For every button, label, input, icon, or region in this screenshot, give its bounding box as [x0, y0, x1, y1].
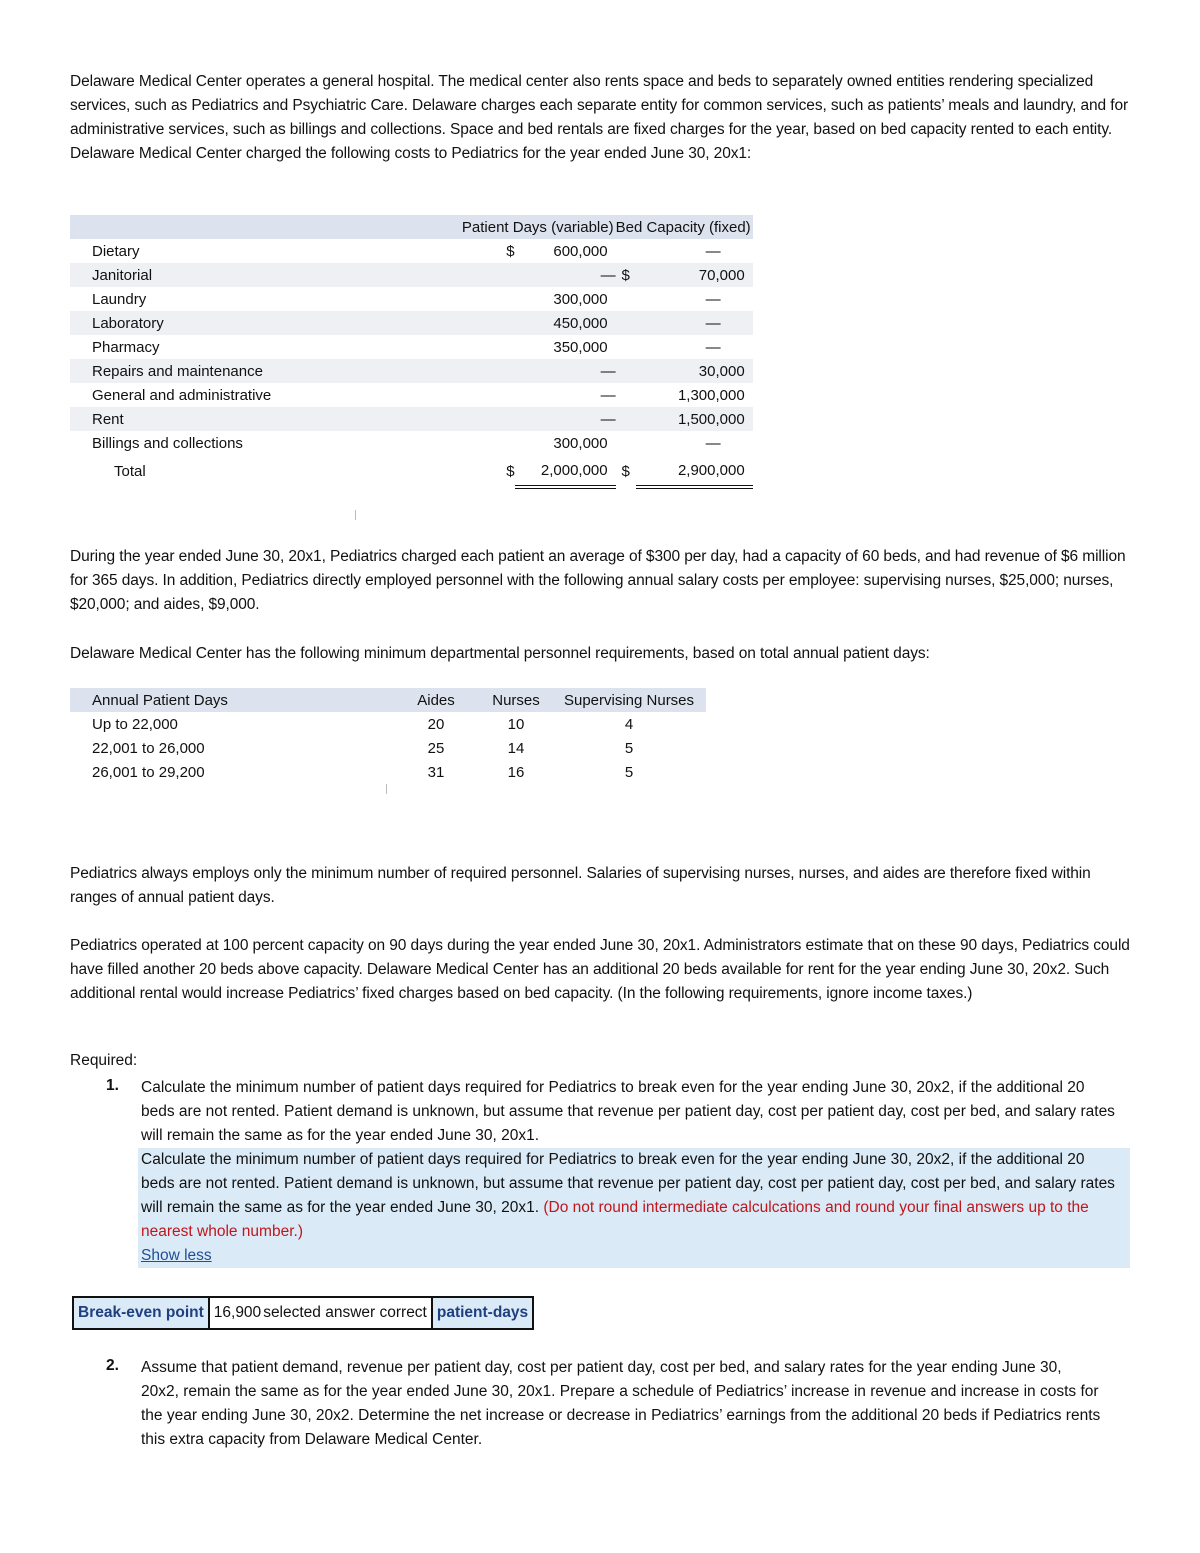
cost-row — [70, 239, 753, 263]
cost-variable: 300,000 — [553, 434, 608, 452]
header-nurses: Nurses — [480, 688, 552, 712]
cost-sym1 — [271, 359, 514, 383]
cost-sym1 — [271, 431, 514, 455]
cost-sym2 — [616, 311, 636, 335]
cost-fixed: — — [705, 338, 721, 356]
header-patient-days: Patient Days (variable) — [271, 215, 615, 239]
cost-variable: 600,000 — [553, 242, 608, 260]
cost-row — [70, 383, 753, 407]
cost-label: Pharmacy — [92, 338, 160, 356]
item-2-text: Assume that patient demand, revenue per patient day, cost per patient day, cost per bed, and salary rates for the year ending June 30, 20x2, remain the same as for the year ended June 30, 20x1. Prepare a schedule of Pediatrics’ increase in revenue and increase in costs for the year ending June 30, 20x2. Determine the net increase or decrease in Pediatrics’ earnings from the additional 20 beds if Pediatrics rents this extra capacity from Delaware Medical Center. — [141, 1359, 1101, 1448]
cost-label: Repairs and maintenance — [70, 359, 271, 383]
supervising-cell: 5 — [624, 739, 634, 757]
cost-row — [70, 431, 753, 455]
cost-table — [70, 215, 753, 489]
cost-sym1 — [271, 263, 514, 287]
item-1-expanded — [141, 1148, 1121, 1268]
cost-label: Janitorial — [70, 263, 271, 287]
cost-total-row — [70, 455, 753, 487]
cost-row — [70, 335, 753, 359]
cost-sym1 — [271, 383, 514, 407]
item-1-text: Calculate the minimum number of patient days required for Pediatrics to break even for the year ending June 30, 20x2, if the additional 20 beds are not rented. Patient demand is unknown, but assume that revenue per patient day, cost per patient day, cost per bed, and salary rates will remain the same as for the year ended June 30, 20x1. — [141, 1079, 1115, 1144]
cost-label: Dietary — [92, 242, 140, 260]
cost-sym2 — [616, 335, 636, 359]
item-1-number: 1. — [106, 1077, 119, 1094]
rounding-instruction: (Do not round intermediate calculcations and round your final answers up to the nearest whole number.) — [141, 1199, 1089, 1240]
required-title: Required: — [70, 1052, 138, 1069]
nurses-cell: 10 — [507, 715, 525, 733]
cost-label: Rent — [70, 407, 271, 431]
cost-variable: — — [515, 359, 616, 383]
total-fixed: 2,900,000 — [636, 455, 753, 487]
answer-row — [72, 1296, 532, 1330]
item-1-repeat-text: Calculate the minimum number of patient days required for Pediatrics to break even for the year ending June 30, 20x2, if the additional 20 beds are not rented. Patient demand is unknown, but assume that revenue per patient day, cost per patient day, cost per bed, and salary rates will remain the same as for the year ended June 30, 20x1. — [141, 1151, 1115, 1216]
cost-row — [70, 311, 753, 335]
personnel-table-header — [70, 688, 706, 712]
cost-sym2 — [616, 239, 636, 263]
break-even-answer-field[interactable] — [208, 1296, 433, 1330]
cost-sym1 — [271, 335, 514, 359]
range-cell: 26,001 to 29,200 — [92, 763, 205, 781]
range-cell: 22,001 to 26,000 — [92, 739, 205, 757]
personnel-row — [70, 760, 706, 784]
header-supervising-nurses: Supervising Nurses — [552, 688, 706, 712]
cost-fixed: — — [705, 290, 721, 308]
cost-label: Billings and collections — [92, 434, 243, 452]
cost-sym2 — [616, 287, 636, 311]
supervising-cell: 5 — [624, 763, 634, 781]
cost-row — [70, 287, 753, 311]
cost-row — [70, 359, 753, 383]
range-cell: Up to 22,000 — [92, 715, 178, 733]
paragraph-minimum-personnel: Pediatrics always employs only the minimum number of required personnel. Salaries of supervising nurses, nurses, and aides are therefore fixed within ranges of annual patient days. — [70, 865, 1091, 906]
cost-fixed: — — [705, 434, 721, 452]
cost-fixed: 30,000 — [636, 359, 753, 383]
cost-label: Laboratory — [70, 311, 271, 335]
cost-variable: 450,000 — [515, 311, 616, 335]
cost-fixed: 70,000 — [636, 263, 753, 287]
cost-sym2 — [616, 407, 636, 431]
total-sym2: $ — [621, 462, 630, 480]
cost-variable: 350,000 — [553, 338, 608, 356]
personnel-table — [70, 688, 706, 784]
cost-sym2: $ — [616, 263, 636, 287]
intro-paragraph: Delaware Medical Center operates a general hospital. The medical center also rents space and beds to separately owned entities rendering specialized services, such as Pediatrics and Psychiatric Care. Delaware charges each separate entity for common services, such as patients’ meals and laundry, and for administrative services, such as billings and collections. Space and bed rentals are fixed charges for the year, based on bed capacity rented to each entity. Delaware Medical Center charged the following costs to Pediatrics for the year ended June 30, 20x1: — [70, 73, 1129, 162]
cost-sym1 — [271, 311, 514, 335]
table-marker — [355, 510, 356, 520]
nurses-cell: 14 — [507, 739, 525, 757]
total-sym1: $ — [506, 462, 515, 480]
cost-label: General and administrative — [92, 386, 272, 404]
cost-sym2 — [616, 383, 636, 407]
paragraph-personnel-requirements: Delaware Medical Center has the following minimum departmental personnel requirements, based on total annual patient days: — [70, 645, 930, 662]
cost-sym2 — [616, 359, 636, 383]
table-marker — [386, 784, 387, 794]
cost-variable: — — [515, 263, 616, 287]
total-variable: 2,000,000 — [515, 455, 616, 487]
header-bed-capacity: Bed Capacity (fixed) — [616, 215, 753, 239]
cost-fixed: 1,300,000 — [677, 386, 745, 404]
nurses-cell: 16 — [507, 763, 525, 781]
answer-status: selected answer correct — [263, 1304, 427, 1321]
cost-sym1: $ — [506, 242, 515, 260]
cost-label: Laundry — [92, 290, 147, 308]
personnel-row — [70, 736, 706, 760]
paragraph-capacity: Pediatrics operated at 100 percent capacity on 90 days during the year ended June 30, 20x1. Administrators estimate that on these 90 days, Pediatrics could have filled another 20 beds above capacity. Delaware Medical Center has an additional 20 beds available for rent for the year ending June 30, 20x2. Such additional rental would increase Pediatrics’ fixed charges based on bed capacity. (In the following requirements, ignore income taxes.) — [70, 937, 1130, 1002]
cost-sym1 — [271, 287, 514, 311]
unit-label: patient-days — [431, 1296, 534, 1330]
cost-variable: 300,000 — [553, 290, 608, 308]
cost-variable: — — [600, 386, 616, 404]
supervising-cell: 4 — [624, 715, 634, 733]
cost-table-header — [70, 215, 753, 239]
break-even-value: 16,900 — [213, 1304, 262, 1321]
aides-cell: 20 — [427, 715, 445, 733]
cost-sym1 — [271, 407, 514, 431]
aides-cell: 31 — [427, 763, 445, 781]
aides-cell: 25 — [427, 739, 445, 757]
header-aides: Aides — [392, 688, 480, 712]
cost-fixed: — — [636, 311, 753, 335]
break-even-label: Break-even point — [72, 1296, 210, 1330]
cost-fixed: — — [705, 242, 721, 260]
cost-variable: — — [515, 407, 616, 431]
cost-row — [70, 407, 753, 431]
cost-sym2 — [616, 431, 636, 455]
personnel-row — [70, 712, 706, 736]
cost-row — [70, 263, 753, 287]
cost-fixed: 1,500,000 — [636, 407, 753, 431]
paragraph-pediatrics-revenue: During the year ended June 30, 20x1, Pediatrics charged each patient an average of $300 per day, had a capacity of 60 beds, and had revenue of $6 million for 365 days. In addition, Pediatrics directly employed personnel with the following annual salary costs per employee: supervising nurses, $25,000; nurses, $20,000; and aides, $9,000. — [70, 548, 1126, 613]
show-less-link[interactable]: Show less — [141, 1247, 212, 1264]
item-2-number: 2. — [106, 1357, 119, 1374]
total-label: Total — [114, 462, 146, 480]
header-annual-patient-days: Annual Patient Days — [70, 688, 392, 712]
